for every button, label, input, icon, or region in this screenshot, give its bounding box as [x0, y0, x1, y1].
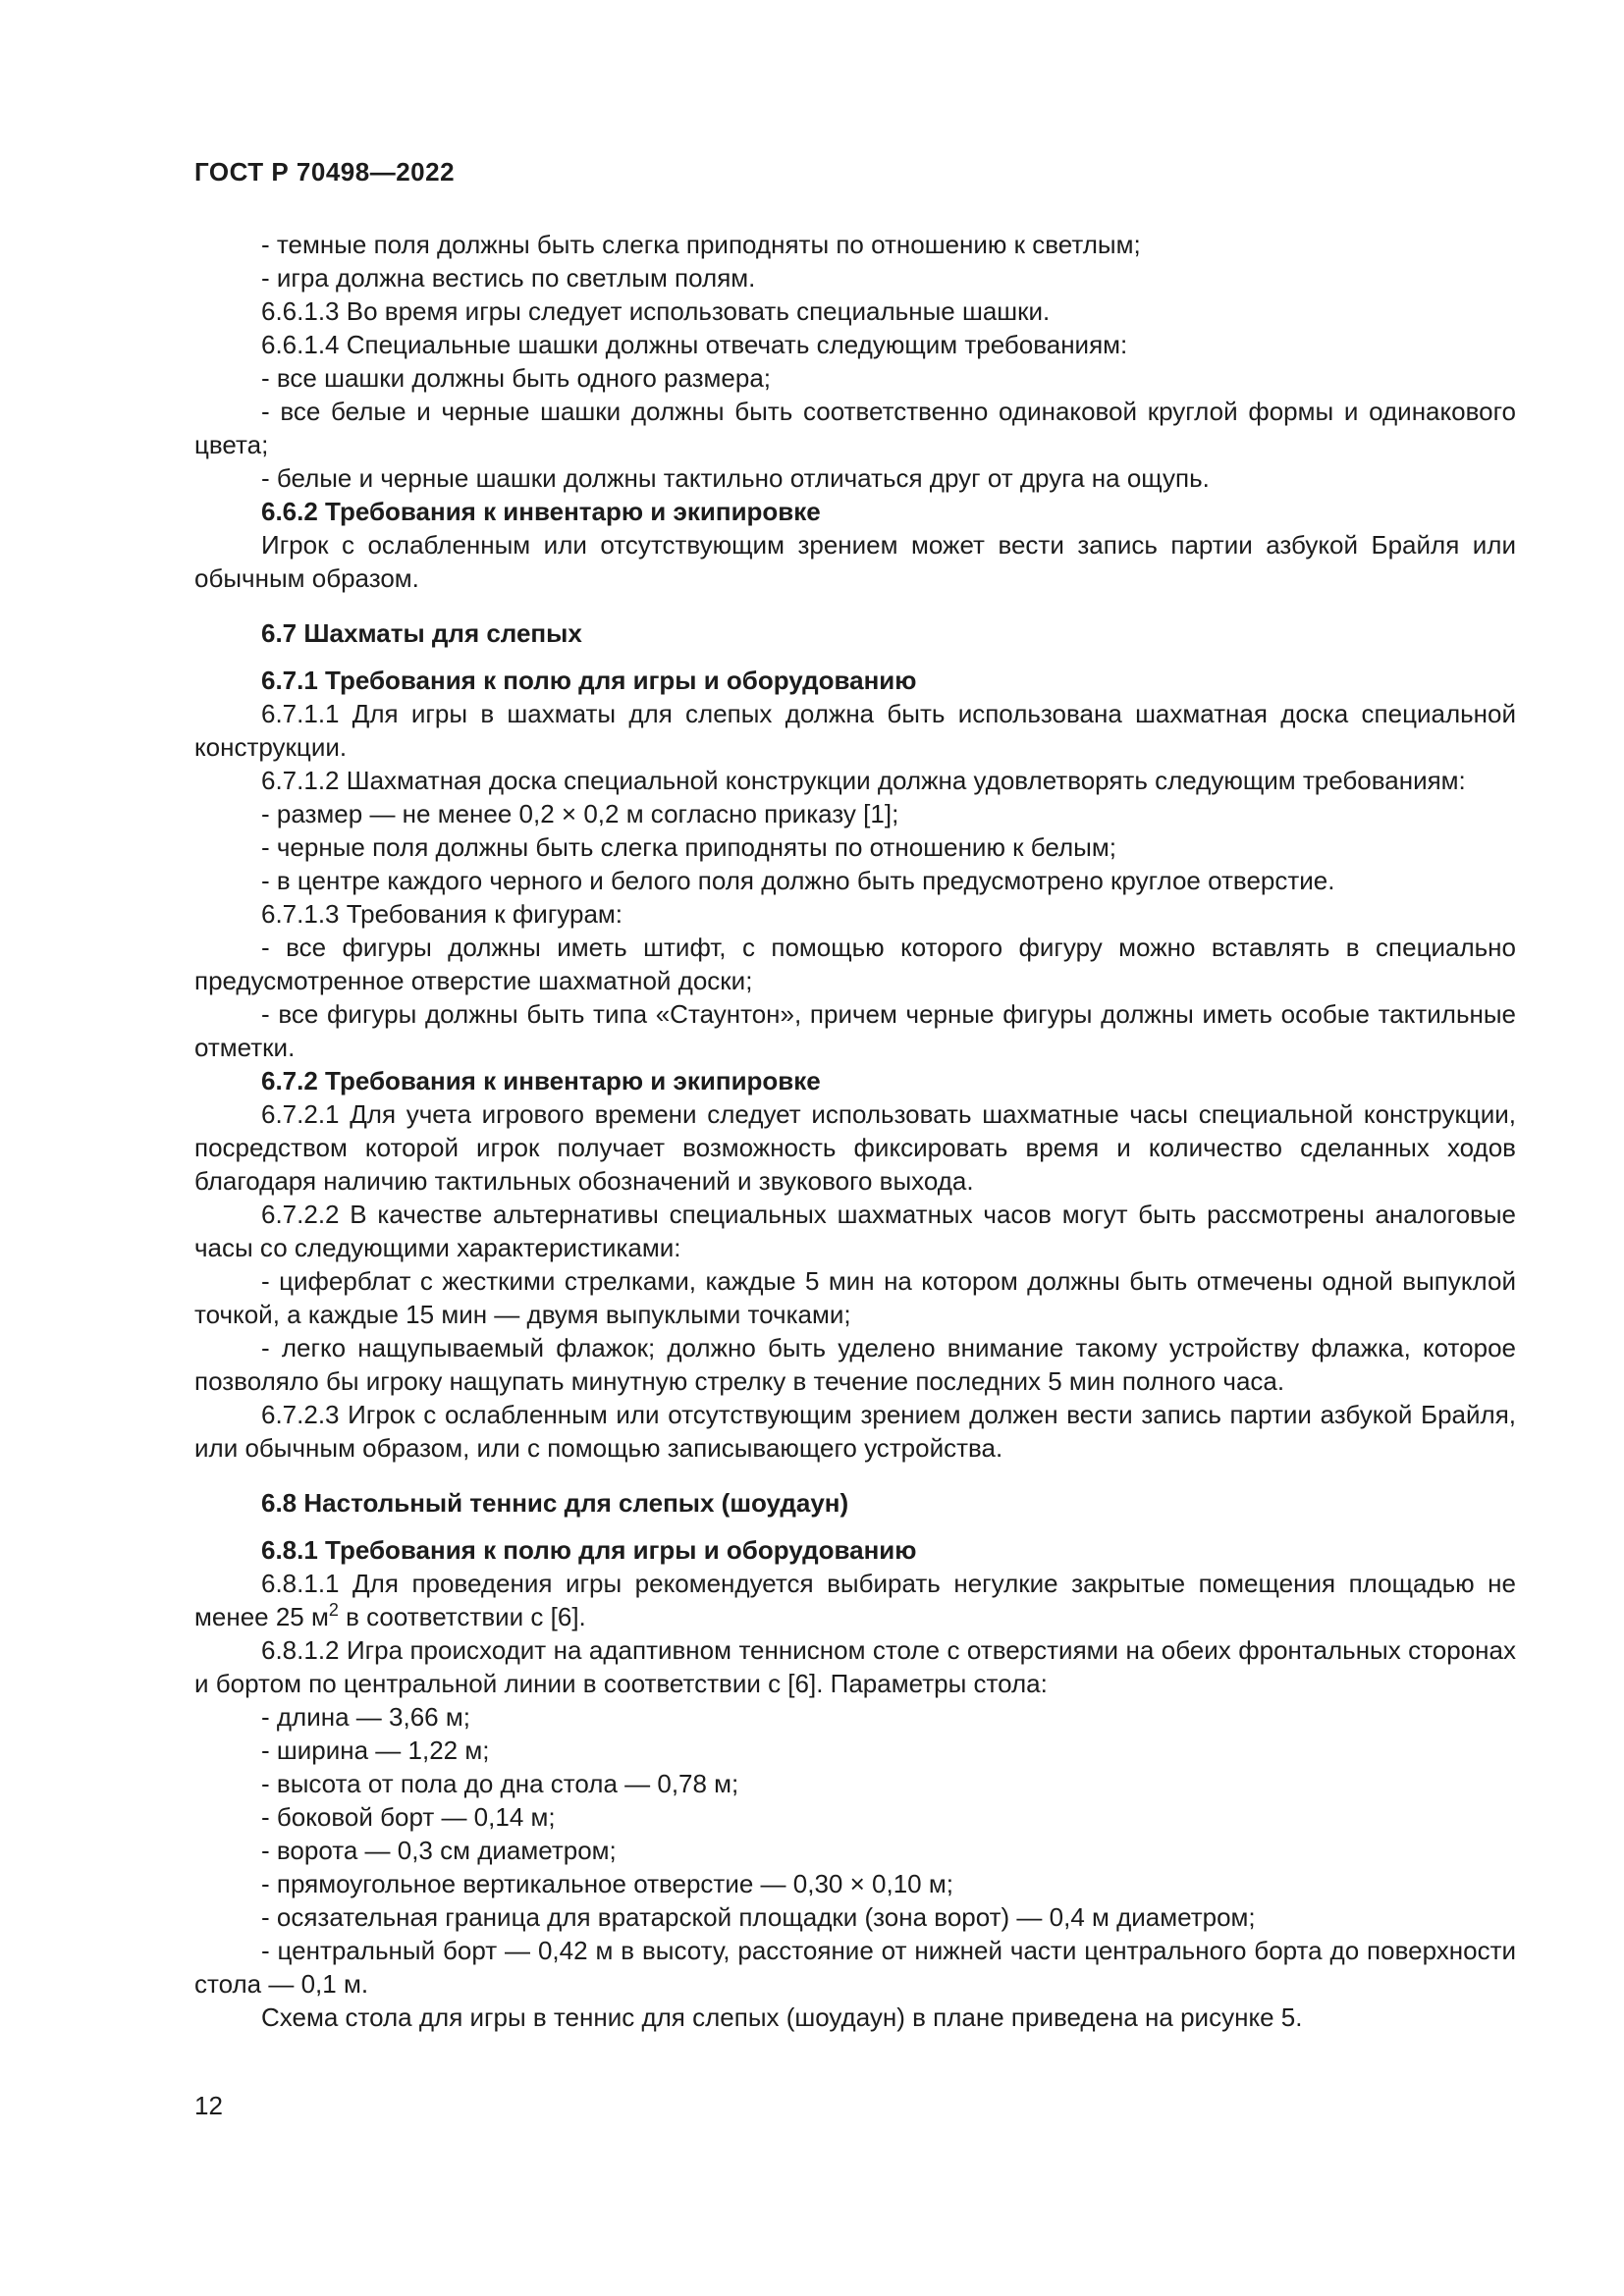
subsection-heading: 6.7.2 Требования к инвентарю и экипировке	[261, 1066, 821, 1095]
paragraph: Игрок с ослабленным или отсутствующим зрением может вести запись партии азбукой Брайля или обычным образом.	[194, 530, 1516, 593]
paragraph: - ширина — 1,22 м;	[261, 1735, 490, 1765]
page-number: 12	[194, 2091, 223, 2120]
paragraph: 6.7.1.3 Требования к фигурам:	[261, 899, 623, 929]
paragraph: Схема стола для игры в теннис для слепых (шоудаун) в плане приведена на рисунке 5.	[261, 2002, 1303, 2032]
paragraph: - осязательная граница для вратарской площадки (зона ворот) — 0,4 м диаметром;	[261, 1902, 1256, 1932]
paragraph: 6.7.1.2 Шахматная доска специальной конструкции должна удовлетворять следующим требованиям:	[261, 766, 1466, 795]
paragraph-text: в соответствии с [6].	[338, 1602, 586, 1631]
paragraph: - циферблат с жесткими стрелками, каждые 5 мин на котором должны быть отмечены одной выпуклой точкой, а каждые 15 мин — двумя выпуклыми точками;	[194, 1266, 1516, 1329]
paragraph: - длина — 3,66 м;	[261, 1702, 470, 1732]
page-body	[194, 228, 1516, 2034]
paragraph: - высота от пола до дна стола — 0,78 м;	[261, 1769, 739, 1798]
paragraph: 6.7.2.3 Игрок с ослабленным или отсутствующим зрением должен вести запись партии азбукой Брайля, или обычным образом, или с помощью записывающего устройства.	[194, 1400, 1516, 1463]
paragraph: - центральный борт — 0,42 м в высоту, расстояние от нижней части центрального борта до поверхности стола — 0,1 м.	[194, 1936, 1516, 1999]
section-heading: 6.7 Шахматы для слепых	[261, 618, 582, 648]
paragraph: - ворота — 0,3 см диаметром;	[261, 1836, 617, 1865]
paragraph: - прямоугольное вертикальное отверстие — 0,30 × 0,10 м;	[261, 1869, 953, 1898]
superscript: 2	[328, 1600, 339, 1620]
page-header-title: ГОСТ Р 70498—2022	[194, 157, 456, 187]
subsection-heading: 6.8.1 Требования к полю для игры и оборудованию	[261, 1535, 917, 1565]
paragraph: 6.7.1.1 Для игры в шахматы для слепых должна быть использована шахматная доска специальной конструкции.	[194, 699, 1516, 762]
paragraph: 6.6.1.4 Специальные шашки должны отвечать следующим требованиям:	[261, 330, 1128, 359]
section-heading: 6.8 Настольный теннис для слепых (шоудаун)	[261, 1488, 849, 1518]
paragraph: - боковой борт — 0,14 м;	[261, 1802, 556, 1832]
paragraph: - темные поля должны быть слегка приподняты по отношению к светлым;	[261, 230, 1141, 259]
paragraph: - все фигуры должны иметь штифт, с помощью которого фигуру можно вставлять в специально предусмотренное отверстие шахматной доски;	[194, 933, 1516, 995]
paragraph: 6.6.1.3 Во время игры следует использовать специальные шашки.	[261, 296, 1051, 326]
paragraph: - легко нащупываемый флажок; должно быть уделено внимание такому устройству флажка, которое позволяло бы игроку нащупать минутную стрелку в течение последних 5 мин полного часа.	[194, 1333, 1516, 1396]
paragraph: - все фигуры должны быть типа «Стаунтон», причем черные фигуры должны иметь особые тактильные отметки.	[194, 999, 1516, 1062]
paragraph: - белые и черные шашки должны тактильно отличаться друг от друга на ощупь.	[261, 463, 1210, 493]
paragraph: 6.8.1.2 Игра происходит на адаптивном теннисном столе с отверстиями на обеих фронтальных сторонах и бортом по центральной линии в соответствии с [6]. Параметры стола:	[194, 1635, 1516, 1698]
paragraph: - в центре каждого черного и белого поля должно быть предусмотрено круглое отверстие.	[261, 866, 1335, 895]
paragraph: 6.7.2.1 Для учета игрового времени следует использовать шахматные часы специальной конструкции, посредством которой игрок получает возможность фиксировать время и количество сделанных ходов благодаря наличию тактильных обозначений и звукового выхода.	[194, 1099, 1516, 1196]
paragraph: - все шашки должны быть одного размера;	[261, 363, 772, 393]
paragraph: - все белые и черные шашки должны быть соответственно одинаковой круглой формы и одинакового цвета;	[194, 397, 1516, 459]
paragraph: - размер — не менее 0,2 × 0,2 м согласно приказу [1];	[261, 799, 899, 828]
paragraph-text: 6.8.1.1 Для проведения игры рекомендуется выбирать негулкие закрытые помещения площадью не менее 25 м	[194, 1569, 1516, 1631]
paragraph: 6.7.2.2 В качестве альтернативы специальных шахматных часов могут быть рассмотрены аналоговые часы со следующими характеристиками:	[194, 1200, 1516, 1262]
paragraph: - черные поля должны быть слегка приподняты по отношению к белым;	[261, 832, 1116, 862]
subsection-heading: 6.7.1 Требования к полю для игры и оборудованию	[261, 666, 917, 695]
paragraph	[194, 1567, 1516, 1633]
paragraph: - игра должна вестись по светлым полям.	[261, 263, 756, 293]
subsection-heading: 6.6.2 Требования к инвентарю и экипировке	[261, 497, 821, 526]
